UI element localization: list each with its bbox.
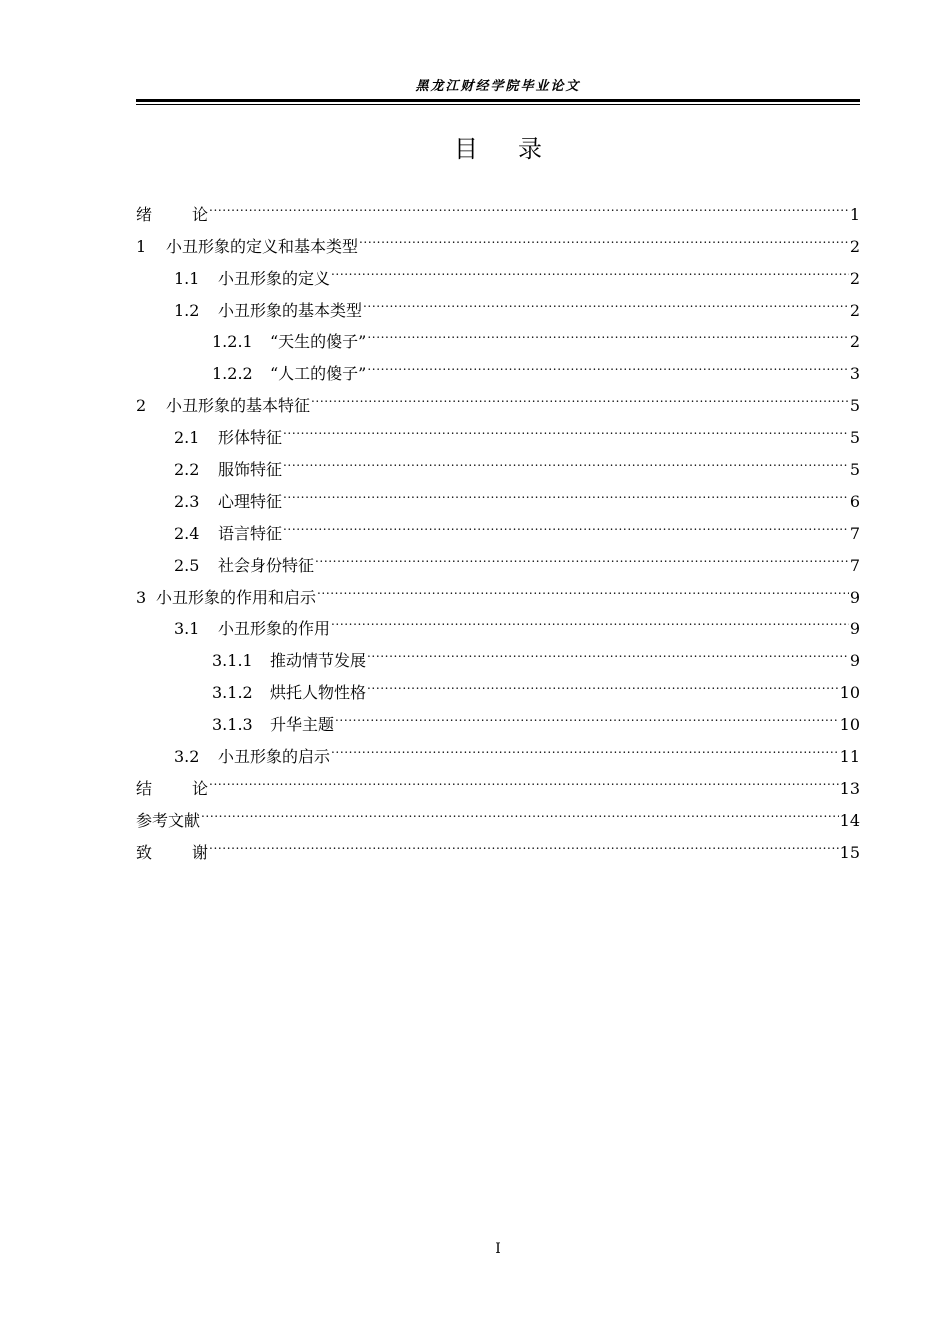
toc-entry-title: 小丑形象的基本类型 bbox=[218, 300, 363, 320]
toc-leader-dots bbox=[363, 284, 849, 316]
toc-leader-dots bbox=[331, 603, 849, 635]
toc-entry-page: 9 bbox=[849, 587, 860, 607]
toc-entry-number: 1.2.2 bbox=[212, 364, 253, 384]
toc-entry-page: 6 bbox=[849, 491, 860, 511]
toc-leader-dots bbox=[331, 252, 849, 284]
toc-entry-page: 13 bbox=[839, 778, 860, 798]
toc-entry-title: 结 论 bbox=[136, 778, 209, 798]
toc-entry[interactable] bbox=[136, 826, 860, 862]
toc-entry-page: 5 bbox=[849, 460, 860, 480]
header-rule-thick bbox=[136, 99, 860, 102]
toc-leader-dots bbox=[209, 188, 849, 220]
toc-entry-title: 绪 论 bbox=[136, 204, 209, 224]
toc-entry-title: 小丑形象的定义 bbox=[218, 268, 331, 288]
toc-entry-number: 2.4 bbox=[174, 523, 200, 543]
toc-entry-number: 1.2.1 bbox=[212, 332, 253, 352]
toc-entry-page: 2 bbox=[849, 268, 860, 288]
toc-entry-number: 3 bbox=[136, 587, 147, 607]
toc-leader-dots bbox=[367, 347, 848, 379]
toc-leader-dots bbox=[335, 698, 839, 730]
toc-entry-number: 1 bbox=[136, 236, 147, 256]
toc-entry-page: 10 bbox=[839, 683, 860, 703]
toc-leader-dots bbox=[367, 666, 839, 698]
toc-entry-title: 烘托人物性格 bbox=[270, 683, 367, 703]
toc-entry-title: 社会身份特征 bbox=[218, 555, 315, 575]
toc-leader-dots bbox=[367, 316, 848, 348]
toc-entry-number: 2.1 bbox=[174, 428, 200, 448]
toc-entry-page: 1 bbox=[849, 204, 860, 224]
toc-entry-page: 10 bbox=[839, 715, 860, 735]
table-of-contents bbox=[136, 188, 860, 862]
toc-entry-title: 服饰特征 bbox=[218, 460, 283, 480]
toc-leader-dots bbox=[283, 507, 849, 539]
toc-entry-number: 3.1 bbox=[174, 619, 200, 639]
header-rule-thin bbox=[136, 104, 860, 105]
toc-leader-dots bbox=[209, 762, 839, 794]
toc-entry-page: 7 bbox=[849, 555, 860, 575]
toc-entry-title: 小丑形象的作用 bbox=[218, 619, 331, 639]
toc-leader-dots bbox=[317, 571, 849, 603]
toc-entry-number: 2 bbox=[136, 396, 147, 416]
toc-heading: 目录 bbox=[454, 135, 582, 163]
toc-entry-title: 升华主题 bbox=[270, 715, 335, 735]
toc-leader-dots bbox=[331, 730, 839, 762]
toc-entry[interactable] bbox=[136, 188, 860, 224]
toc-entry-number: 2.2 bbox=[174, 460, 200, 480]
toc-entry-page: 3 bbox=[849, 364, 860, 384]
toc-entry-page: 7 bbox=[849, 523, 860, 543]
toc-entry-page: 15 bbox=[839, 842, 860, 862]
toc-entry-number: 3.1.2 bbox=[212, 683, 253, 703]
toc-entry-page: 2 bbox=[849, 300, 860, 320]
footer-page-number: I bbox=[495, 1241, 501, 1257]
toc-entry-title: 推动情节发展 bbox=[270, 651, 367, 671]
toc-leader-dots bbox=[359, 220, 849, 252]
toc-leader-dots bbox=[311, 379, 849, 411]
toc-entry[interactable] bbox=[136, 762, 860, 798]
toc-leader-dots bbox=[209, 826, 839, 858]
toc-leader-dots bbox=[315, 539, 849, 571]
toc-entry-title: 小丑形象的启示 bbox=[218, 747, 331, 767]
toc-leader-dots bbox=[283, 443, 849, 475]
toc-entry-page: 2 bbox=[849, 332, 860, 352]
toc-entry-title: 语言特征 bbox=[218, 523, 283, 543]
toc-entry-number: 3.1.1 bbox=[212, 651, 253, 671]
toc-entry[interactable] bbox=[136, 794, 860, 830]
toc-entry-number: 2.5 bbox=[174, 555, 200, 575]
toc-entry-number: 1.2 bbox=[174, 300, 200, 320]
toc-entry-number: 1.1 bbox=[174, 268, 200, 288]
toc-entry-title: “天生的傻子” bbox=[270, 332, 367, 352]
toc-leader-dots bbox=[201, 794, 839, 826]
header-school-title: 黑龙江财经学院毕业论文 bbox=[415, 79, 581, 94]
toc-entry[interactable] bbox=[136, 220, 860, 256]
toc-entry-page: 14 bbox=[839, 810, 860, 830]
toc-entry-number: 2.3 bbox=[174, 491, 200, 511]
toc-entry-number: 3.1.3 bbox=[212, 715, 253, 735]
toc-leader-dots bbox=[283, 475, 849, 507]
toc-entry-page: 11 bbox=[839, 747, 860, 767]
toc-entry-title: 小丑形象的定义和基本类型 bbox=[166, 236, 359, 256]
toc-entry-page: 5 bbox=[849, 428, 860, 448]
toc-entry-title: “人工的傻子” bbox=[270, 364, 367, 384]
toc-entry-title: 小丑形象的基本特征 bbox=[166, 396, 311, 416]
toc-entry-page: 9 bbox=[849, 619, 860, 639]
toc-entry-title: 形体特征 bbox=[218, 428, 283, 448]
toc-entry-page: 2 bbox=[849, 236, 860, 256]
toc-entry-number: 3.2 bbox=[174, 747, 200, 767]
toc-entry-title: 小丑形象的作用和启示 bbox=[156, 587, 317, 607]
toc-leader-dots bbox=[283, 411, 849, 443]
toc-entry-title: 心理特征 bbox=[218, 491, 283, 511]
toc-entry-title: 致 谢 bbox=[136, 842, 209, 862]
toc-leader-dots bbox=[367, 634, 849, 666]
toc-entry-page: 9 bbox=[849, 651, 860, 671]
toc-entry-page: 5 bbox=[849, 396, 860, 416]
toc-entry-title: 参考文献 bbox=[136, 810, 201, 830]
